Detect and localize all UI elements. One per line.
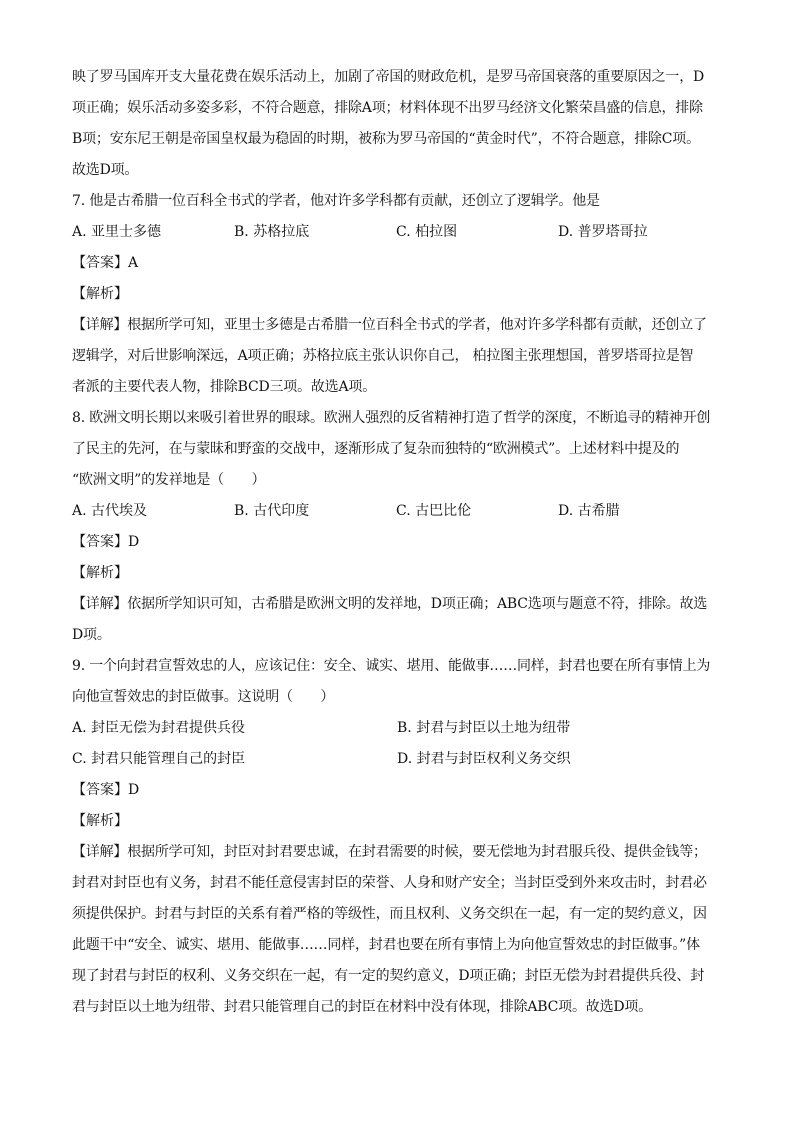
option-a: A. 古代埃及 (72, 503, 148, 519)
document-page (72, 62, 722, 1023)
option-b: B. 苏格拉底 (234, 224, 310, 240)
detail-line: 者派的主要代表人物，排除BCD三项。故选A项。 (72, 379, 376, 395)
detail-line: 【详解】依据所学知识可知，古希腊是欧洲文明的发祥地，D项正确；ABC选项与题意不符，排除。故选 (72, 596, 708, 612)
question-8 (72, 403, 722, 651)
question-7 (72, 186, 722, 403)
text-line: 项正确；娱乐活动多姿多彩，不符合题意，排除A项；材料体现不出罗马经济文化繁荣昌盛的信息，排除 (72, 100, 703, 116)
previous-answer-continuation (72, 62, 722, 186)
option-list (72, 744, 722, 775)
option-list (72, 713, 722, 744)
detail-line: D项。 (72, 627, 111, 643)
option-c: C. 古巴比伦 (396, 503, 472, 519)
analysis-label: 【解析】 (72, 813, 128, 829)
option-d: D. 古希腊 (558, 503, 620, 519)
option-d: D. 普罗塔哥拉 (558, 224, 648, 240)
option-c: C. 封君只能管理自己的封臣 (72, 751, 246, 767)
option-a: A. 封臣无偿为封君提供兵役 (72, 720, 246, 736)
question-stem: “欧洲文明”的发祥地是（ ） (72, 472, 266, 488)
option-c: C. 柏拉图 (396, 224, 458, 240)
analysis-label: 【解析】 (72, 565, 128, 581)
text-line: B项；安东尼王朝是帝国皇权最为稳固的时期，被称为罗马帝国的“黄金时代”，不符合题意，排除C项。 (72, 131, 700, 147)
detail-line: 君与封臣以土地为纽带、封君只能管理自己的封臣在材料中没有体现，排除ABC项。故选D项。 (72, 999, 652, 1015)
question-stem: 7. 他是古希腊一位百科全书式的学者，他对许多学科都有贡献，还创立了逻辑学。他是 (72, 193, 600, 209)
detail-line: 须提供保护。封君与封臣的关系有着严格的等级性，而且权利、义务交织在一起，有一定的契约意义，因 (72, 906, 707, 922)
text-line: 映了罗马国库开支大量花费在娱乐活动上，加剧了帝国的财政危机，是罗马帝国衰落的重要原因之一，D (72, 69, 705, 85)
question-stem: 了民主的先河，在与蒙昧和野蛮的交战中，逐渐形成了复杂而独特的“欧洲模式”。上述材料中提及的 (72, 441, 680, 457)
detail-line: 【详解】根据所学可知，亚里士多德是古希腊一位百科全书式的学者，他对许多学科都有贡献，还创立了 (72, 317, 707, 333)
detail-line: 封君对封臣也有义务，封君不能任意侵害封臣的荣誉、人身和财产安全；当封臣受到外来攻击时，封君必 (72, 875, 707, 891)
question-stem: 9. 一个向封君宣誓效忠的人，应该记住：安全、诚实、堪用、能做事……同样，封君也要在所有事情上为 (72, 658, 711, 674)
option-d: D. 封君与封臣权利义务交织 (397, 751, 571, 767)
text-line: 故选D项。 (72, 162, 139, 178)
detail-line: 此题干中“安全、诚实、堪用、能做事……同样，封君也要在所有事情上为向他宣誓效忠的封臣做事。”体 (72, 937, 700, 953)
answer-label: 【答案】D (72, 782, 140, 798)
option-list (72, 496, 722, 527)
answer-label: 【答案】D (72, 534, 140, 550)
detail-line: 现了封君与封臣的权利、义务交织在一起，有一定的契约意义，D项正确；封臣无偿为封君提供兵役、封 (72, 968, 705, 984)
analysis-label: 【解析】 (72, 286, 128, 302)
option-b: B. 封君与封臣以土地为纽带 (397, 720, 571, 736)
question-9 (72, 651, 722, 1023)
question-stem: 8. 欧洲文明长期以来吸引着世界的眼球。欧洲人强烈的反省精神打造了哲学的深度，不断追寻的精神开创 (72, 410, 711, 426)
answer-label: 【答案】A (72, 255, 139, 271)
detail-line: 【详解】根据所学可知，封臣对封君要忠诚，在封君需要的时候，要无偿地为封君服兵役、提供金钱等； (72, 844, 707, 860)
option-list (72, 217, 722, 248)
question-stem: 向他宣誓效忠的封臣做事。这说明（ ） (72, 689, 335, 705)
detail-line: 逻辑学，对后世影响深远，A项正确；苏格拉底主张认识你自己， 柏拉图主张理想国，普罗塔哥拉是智 (72, 348, 694, 364)
option-b: B. 古代印度 (234, 503, 310, 519)
option-a: A. 亚里士多德 (72, 224, 162, 240)
